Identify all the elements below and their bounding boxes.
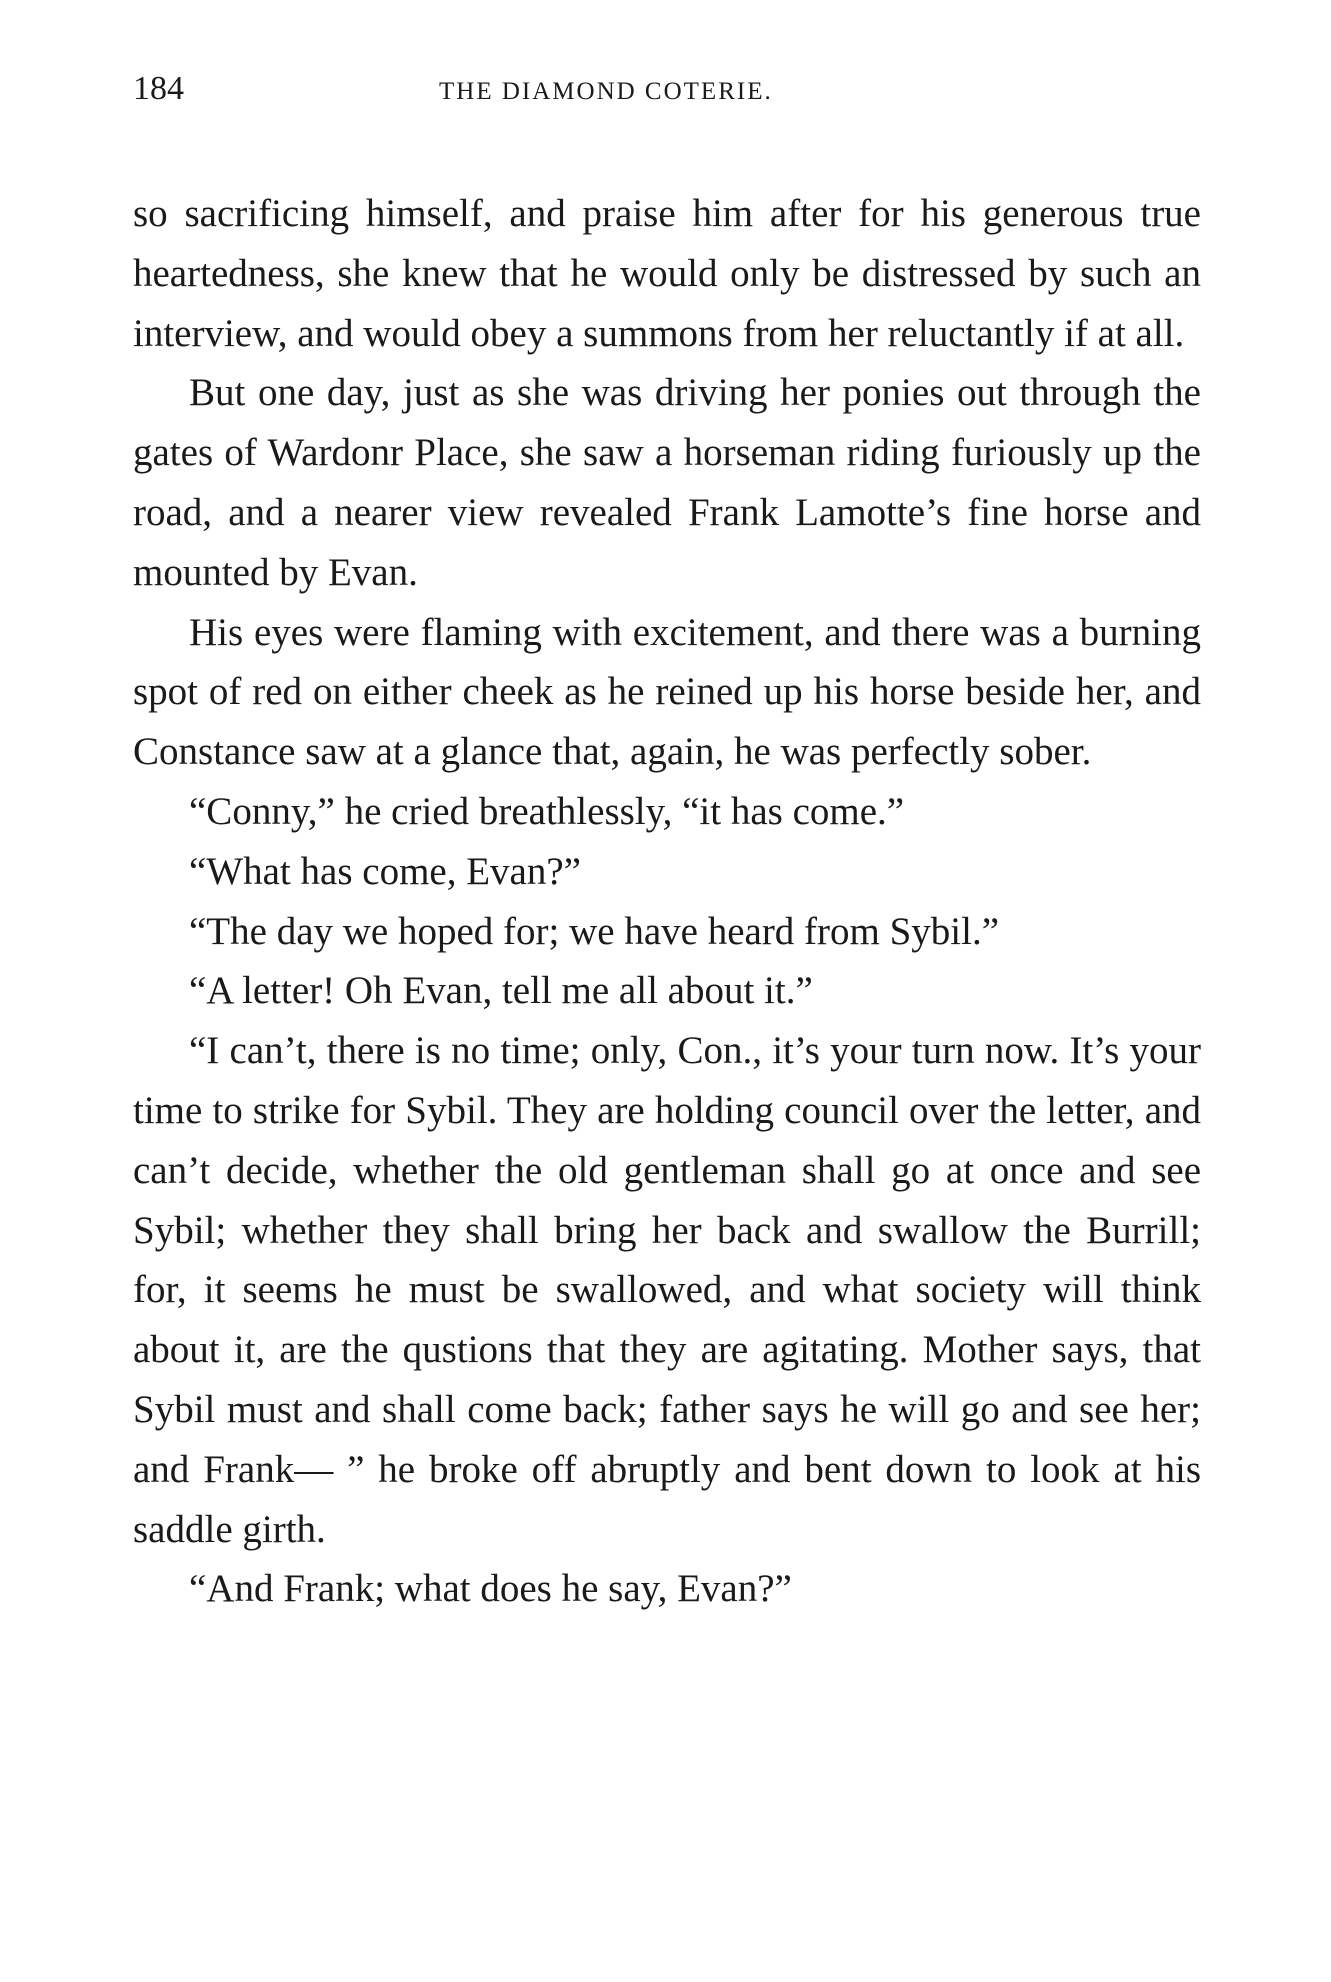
page-header bbox=[133, 70, 1201, 122]
page-number: 184 bbox=[133, 70, 184, 107]
book-page bbox=[133, 70, 1201, 1619]
body-text bbox=[133, 184, 1201, 1619]
paragraph-8: “I can’t, there is no time; only, Con., it’s your turn now. It’s your time to strike for Sybil. They are holding council over the letter, and can’t decide, whether the old gentleman shall go at once and see Sybil; whether they shall bring her back and swallow the Burrill; for, it seems he must be swallowed, and what society will think about it, are the qustions that they are agitating. Mother says, that Sybil must and shall come back; father says he will go and see her; and Frank— ” he broke off abruptly and bent down to look at his saddle girth. bbox=[133, 1029, 1201, 1551]
paragraph-2: But one day, just as she was driving her ponies out through the gates of Wardonr Place, she saw a horseman riding furiously up the road, and a nearer view revealed Frank Lamotte’s fine horse and mounted by Evan. bbox=[133, 371, 1201, 594]
running-title: THE DIAMOND COTERIE. bbox=[439, 78, 773, 105]
paragraph-4: “Conny,” he cried breathlessly, “it has come.” bbox=[189, 789, 905, 833]
paragraph-5: “What has come, Evan?” bbox=[189, 849, 581, 893]
paragraph-9: “And Frank; what does he say, Evan?” bbox=[189, 1567, 792, 1611]
paragraph-6: “The day we hoped for; we have heard from Sybil.” bbox=[189, 909, 1000, 953]
paragraph-3: His eyes were flaming with excitement, and there was a burning spot of red on either cheek as he reined up his horse beside her, and Constance saw at a glance that, again, he was perfectly sober. bbox=[133, 610, 1201, 774]
paragraph-7: “A letter! Oh Evan, tell me all about it.” bbox=[189, 969, 813, 1013]
paragraph-1: so sacrificing himself, and praise him after for his generous true heartedness, she knew that he would only be distressed by such an interview, and would obey a summons from her reluctantly if at all. bbox=[133, 192, 1201, 355]
